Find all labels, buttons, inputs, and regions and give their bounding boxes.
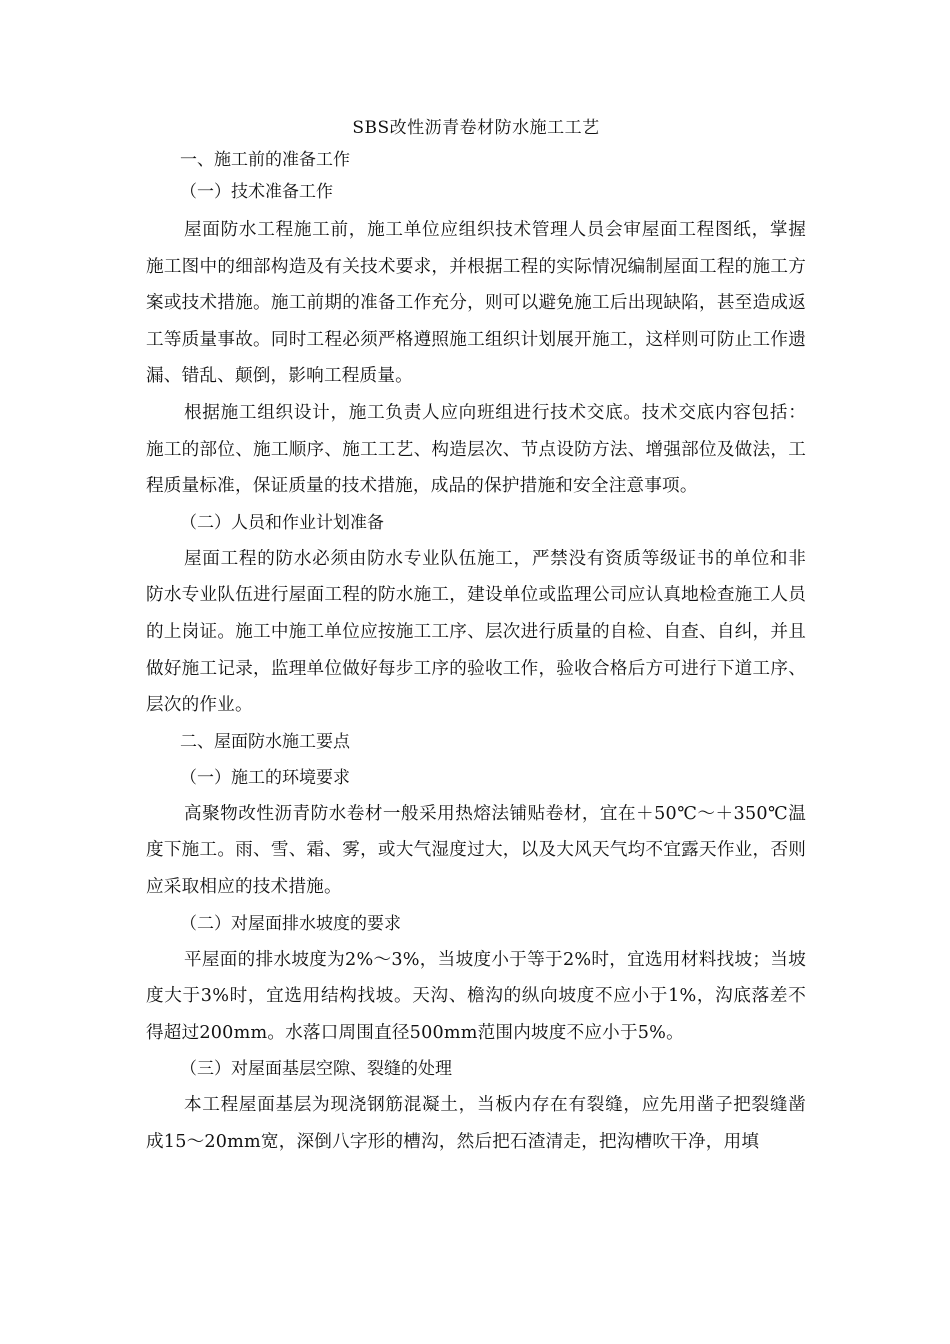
subsection-heading-personnel-plan: （二）人员和作业计划准备 — [180, 512, 384, 533]
document-title: SBS改性沥青卷材防水施工工艺 — [352, 118, 600, 138]
subsection-heading-technical-prep: （一）技术准备工作 — [180, 182, 333, 202]
section-heading-2: 二、屋面防水施工要点 — [180, 731, 350, 752]
paragraph-technical-briefing: 根据施工组织设计，施工负责人应向班组进行技术交底。技术交底内容包括：施工的部位、施工顺序、施工工艺、构造层次、节点设防方法、增强部位及做法，工程质量标准，保证质量的技术措施，成品的保护措施和安全注意事项。 — [146, 402, 806, 497]
paragraph-crack-treatment: 本工程屋面基层为现浇钢筋混凝土，当板内存在有裂缝，应先用凿子把裂缝凿成15～20mm宽，深倒八字形的槽沟，然后把石渣清走，把沟槽吹干净，用填 — [146, 1095, 806, 1152]
document-body — [146, 112, 806, 1160]
section-heading-1: 一、施工前的准备工作 — [180, 150, 350, 170]
subsection-heading-drainage-slope: （二）对屋面排水坡度的要求 — [180, 913, 401, 934]
paragraph-personnel-plan: 屋面工程的防水必须由防水专业队伍施工，严禁没有资质等级证书的单位和非防水专业队伍进行屋面工程的防水施工，建设单位或监理公司应认真地检查施工人员的上岗证。施工中施工单位应按施工工序、层次进行质量的自检、自查、自纠，并且做好施工记录，监理单位做好每步工序的验收工作，验收合格后方可进行下道工序、层次的作业。 — [146, 548, 806, 716]
paragraph-environment: 高聚物改性沥青防水卷材一般采用热熔法铺贴卷材，宜在＋50℃～＋350℃温度下施工。雨、雪、霜、雾，或大气湿度过大，以及大风天气均不宜露天作业，否则应采取相应的技术措施。 — [146, 803, 806, 897]
subsection-heading-environment: （一）施工的环境要求 — [180, 767, 350, 788]
paragraph-drainage-slope: 平屋面的排水坡度为2%～3%，当坡度小于等于2%时，宜选用材料找坡；当坡度大于3%时，宜选用结构找坡。天沟、檐沟的纵向坡度不应小于1%，沟底落差不得超过200mm。水落口周围直径500mm范围内坡度不应小于5%。 — [146, 949, 806, 1043]
paragraph-technical-prep: 屋面防水工程施工前，施工单位应组织技术管理人员会审屋面工程图纸，掌握施工图中的细部构造及有关技术要求，并根据工程的实际情况编制屋面工程的施工方案或技术措施。施工前期的准备工作充分，则可以避免施工后出现缺陷，甚至造成返工等质量事故。同时工程必须严格遵照施工组织计划展开施工，这样则可防止工作遗漏、错乱、颠倒，影响工程质量。 — [146, 220, 806, 387]
subsection-heading-crack-treatment: （三）对屋面基层空隙、裂缝的处理 — [180, 1059, 452, 1080]
